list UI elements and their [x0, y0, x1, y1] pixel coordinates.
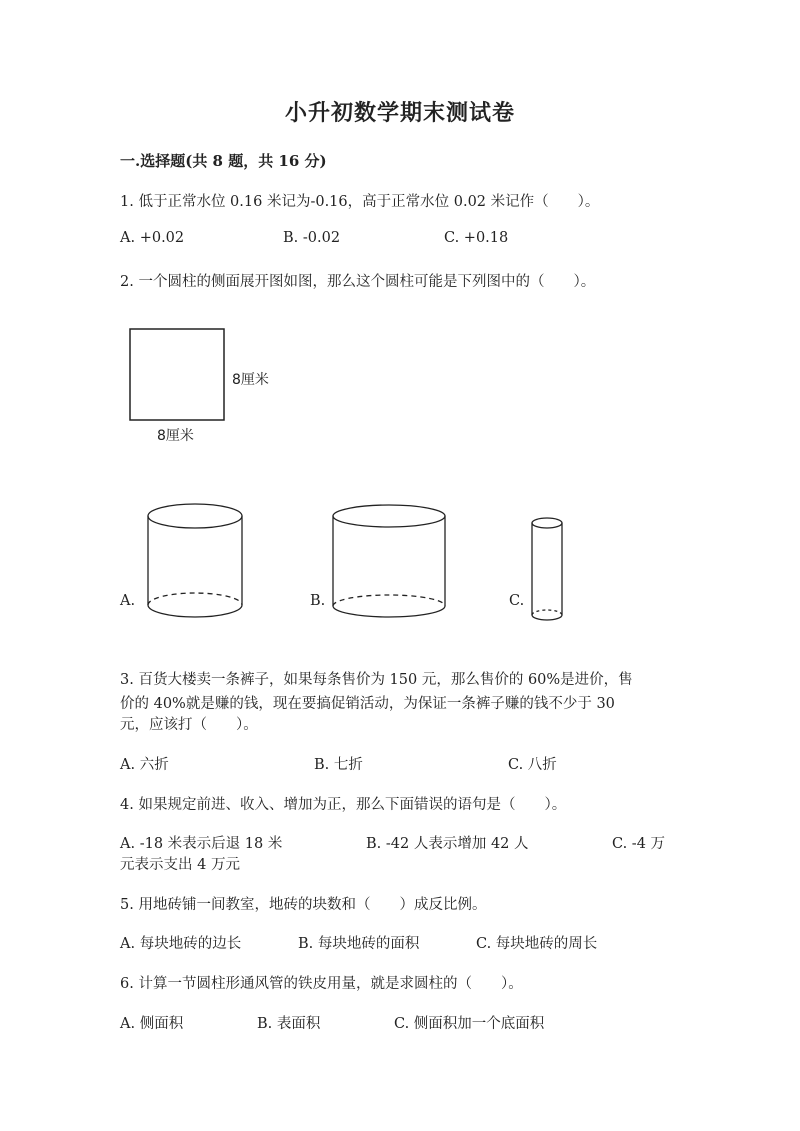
question-4-option-a: A. -18 米表示后退 18 米	[120, 836, 283, 852]
page-title: 小升初数学期末测试卷	[284, 100, 515, 126]
question-3-stem-line-1: 3. 百货大楼卖一条裤子，如果每条售价为 150 元，那么售价的 60%是进价，售	[120, 672, 633, 688]
question-6-option-c: C. 侧面积加一个底面积	[394, 1016, 545, 1032]
cylinder-c	[532, 518, 562, 620]
question-3-option-b: B. 七折	[314, 757, 363, 773]
cylinder-c-label: C.	[509, 593, 525, 609]
cylinder-a	[148, 504, 242, 617]
cylinder-b	[333, 505, 445, 617]
question-3-stem-line-3: 元，应该打（ ）。	[120, 717, 258, 733]
section-heading: 一.选择题(共 8 题，共 16 分)	[120, 152, 327, 170]
question-1-option-a: A. +0.02	[120, 230, 185, 246]
square-side-label: 8厘米	[232, 372, 269, 388]
question-3-stem-line-2: 价的 40%就是赚的钱，现在要搞促销活动，为保证一条裤子赚的钱不少于 30	[120, 696, 615, 712]
question-5-option-a: A. 每块地砖的边长	[120, 936, 242, 952]
question-1-stem: 1. 低于正常水位 0.16 米记为-0.16，高于正常水位 0.02 米记作（ ）。	[120, 194, 600, 210]
unfolded-square	[130, 329, 224, 420]
question-6-stem: 6. 计算一节圆柱形通风管的铁皮用量，就是求圆柱的（ ）。	[120, 976, 523, 992]
question-5-option-b: B. 每块地砖的面积	[298, 936, 420, 952]
square-bottom-label: 8厘米	[157, 428, 194, 444]
question-6-option-a: A. 侧面积	[120, 1016, 184, 1032]
question-5-option-c: C. 每块地砖的周长	[476, 936, 598, 952]
question-5-stem: 5. 用地砖铺一间教室，地砖的块数和（ ）成反比例。	[120, 897, 487, 913]
cylinder-a-label: A.	[120, 593, 136, 609]
question-4-option-b: B. -42 人表示增加 42 人	[366, 836, 529, 852]
question-3-option-c: C. 八折	[508, 757, 557, 773]
question-1-option-b: B. -0.02	[283, 230, 341, 246]
question-4-option-c-continued: 元表示支出 4 万元	[120, 857, 240, 873]
question-3-option-a: A. 六折	[120, 757, 169, 773]
question-2-stem: 2. 一个圆柱的侧面展开图如图，那么这个圆柱可能是下列图中的（ ）。	[120, 274, 596, 290]
question-1-option-c: C. +0.18	[444, 230, 509, 246]
question-4-option-c: C. -4 万	[612, 836, 666, 852]
question-6-option-b: B. 表面积	[257, 1016, 321, 1032]
question-4-stem: 4. 如果规定前进、收入、增加为正，那么下面错误的语句是（ ）。	[120, 797, 567, 813]
cylinder-b-label: B.	[310, 593, 326, 609]
